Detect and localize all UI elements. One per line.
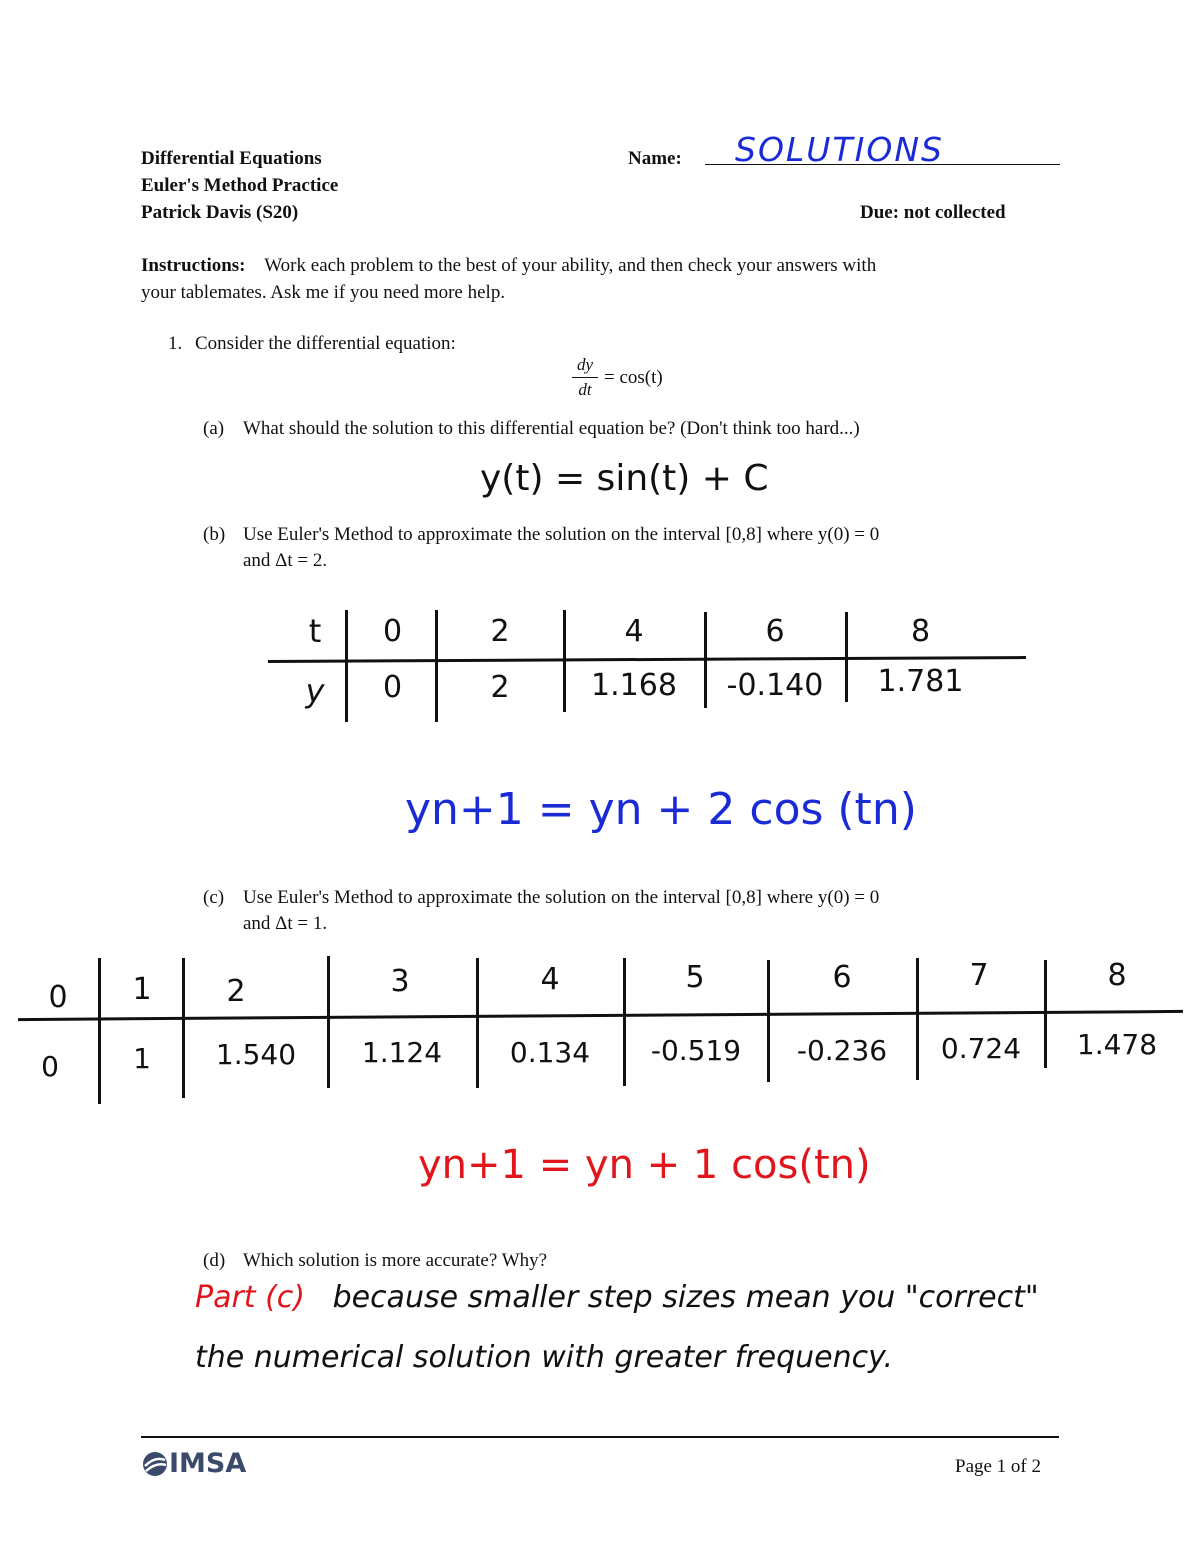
part-b-question-1: Use Euler's Method to approximate the solution on the interval [0,8] where y(0) = 0 xyxy=(243,524,880,545)
table-b-t-cell: 8 xyxy=(910,614,931,649)
instructions-text-2: your tablemates. Ask me if you need more help. xyxy=(141,282,506,303)
table-c-vline xyxy=(476,958,479,1088)
problem-1-prompt: Consider the differential equation: xyxy=(195,333,456,354)
imsa-logo xyxy=(142,1448,246,1479)
instructions-text-1: Work each problem to the best of your ability, and then check your answers with xyxy=(264,255,877,276)
table-c-y-cell: 1.540 xyxy=(215,1038,297,1071)
instructor: Patrick Davis (S20) xyxy=(141,202,299,223)
table-c-y-cell: 1.124 xyxy=(361,1036,443,1069)
instructions xyxy=(141,255,1059,277)
table-b-t-cell: 0 xyxy=(382,614,403,649)
table-c-t-cell: 7 xyxy=(969,958,989,993)
table-b-y-cell: 2 xyxy=(490,670,510,705)
fraction-bar xyxy=(572,377,598,378)
problem-1-number: 1. xyxy=(168,333,183,354)
differential-equation xyxy=(572,355,663,400)
table-c-y-cell: 0 xyxy=(41,1050,59,1083)
part-a-question: What should the solution to this differential equation be? (Don't think too hard...) xyxy=(243,418,860,439)
table-c-y-cell: 1 xyxy=(133,1042,151,1075)
part-c-question-1: Use Euler's Method to approximate the solution on the interval [0,8] where y(0) = 0 xyxy=(243,887,880,908)
part-a-answer: y(t) = sin(t) + C xyxy=(480,458,769,499)
name-label: Name: xyxy=(628,148,682,169)
logo-text: IMSA xyxy=(169,1448,247,1479)
table-b-hline xyxy=(268,656,1026,663)
table-b-y-cell: 1.781 xyxy=(877,664,964,699)
table-c-y-cell: -0.519 xyxy=(650,1034,742,1067)
table-b-row-label-y: y xyxy=(305,672,325,710)
part-d-answer-text-1: because smaller step sizes mean you "correct" xyxy=(332,1280,1039,1315)
part-d-label: (d) xyxy=(203,1250,226,1271)
footer-rule xyxy=(141,1436,1059,1438)
fraction-denominator: dt xyxy=(578,380,592,399)
part-c-formula: yn+1 = yn + 1 cos(tn) xyxy=(418,1142,871,1188)
part-d-answer-line-2: the numerical solution with greater frequency. xyxy=(195,1340,894,1375)
fraction xyxy=(572,355,598,400)
table-c-y-cell: 0.724 xyxy=(940,1032,1022,1065)
part-d-question: Which solution is more accurate? Why? xyxy=(243,1250,548,1271)
part-c-question-2: and Δt = 1. xyxy=(243,913,328,934)
table-b-y-cell: 0 xyxy=(382,670,403,705)
part-b-formula: yn+1 = yn + 2 cos (tn) xyxy=(405,784,917,835)
table-c-y-cell: 1.478 xyxy=(1076,1028,1158,1061)
table-c-t-cell: 5 xyxy=(685,960,705,995)
table-c-vline xyxy=(182,958,185,1098)
table-b-row-label-t: t xyxy=(308,612,322,650)
table-b-t-cell: 4 xyxy=(624,614,644,649)
part-b-label: (b) xyxy=(203,524,226,545)
part-d-answer-prefix: Part (c) xyxy=(195,1280,306,1315)
table-c-t-cell: 0 xyxy=(48,980,68,1015)
equation-rhs: = cos(t) xyxy=(604,366,663,388)
table-c-y-cell: 0.134 xyxy=(509,1036,591,1069)
table-b-t-cell: 6 xyxy=(765,614,785,649)
assignment-title: Euler's Method Practice xyxy=(141,175,339,196)
page-number: Page 1 of 2 xyxy=(955,1456,1042,1477)
table-b-y-cell: -0.140 xyxy=(726,668,824,703)
table-b-vline xyxy=(345,610,348,722)
table-c-vline xyxy=(98,958,101,1104)
table-b-t-cell: 2 xyxy=(490,614,510,649)
part-a-label: (a) xyxy=(203,418,225,439)
table-c-t-cell: 8 xyxy=(1107,958,1127,993)
table-c-y-cell: -0.236 xyxy=(796,1034,888,1067)
table-c-t-cell: 4 xyxy=(540,962,560,997)
part-c-label: (c) xyxy=(203,887,225,908)
table-b-vline xyxy=(435,610,438,722)
part-d-answer-line-1 xyxy=(195,1280,1039,1315)
globe-icon xyxy=(142,1451,168,1477)
table-c-t-cell: 2 xyxy=(226,974,246,1009)
table-c-hline xyxy=(18,1010,1183,1021)
table-c-t-cell: 6 xyxy=(832,960,852,995)
due-date: Due: not collected xyxy=(860,202,1006,223)
part-b-question-2: and Δt = 2. xyxy=(243,550,328,571)
course-title: Differential Equations xyxy=(141,148,322,169)
name-value: SOLUTIONS xyxy=(735,130,944,169)
fraction-numerator: dy xyxy=(576,355,594,374)
table-c-t-cell: 1 xyxy=(132,972,152,1007)
table-c-t-cell: 3 xyxy=(390,964,410,999)
instructions-label: Instructions: xyxy=(141,255,246,276)
table-b-y-cell: 1.168 xyxy=(591,668,677,703)
